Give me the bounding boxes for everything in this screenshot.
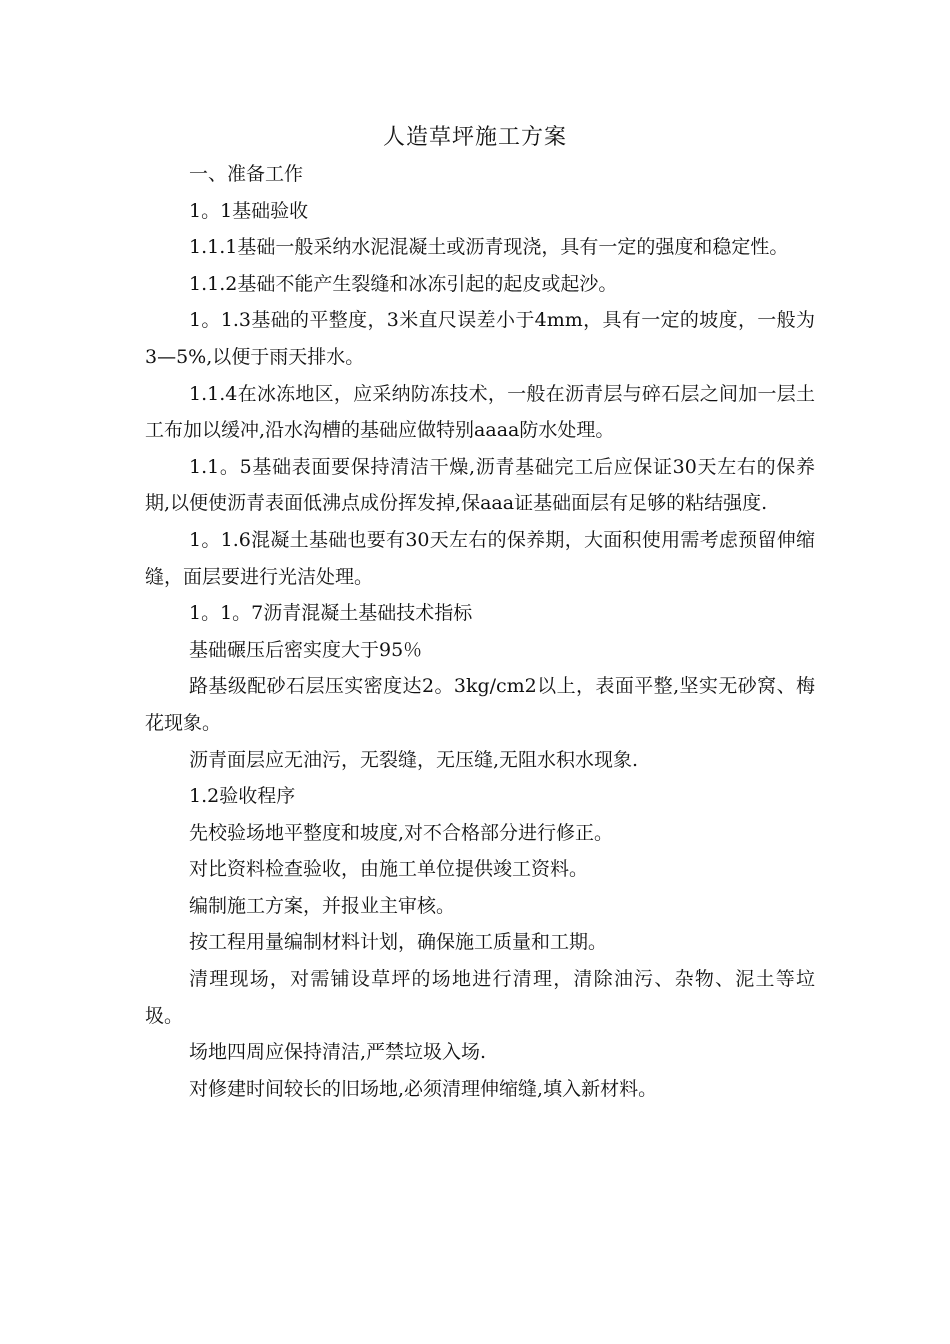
paragraph-1-1-5: 1.1。5基础表面要保持清洁干燥,沥青基础完工后应保证30天左右的保养期,以便使沥青表面低沸点成份挥发掉,保aaa证基础面层有足够的粘结强度. <box>145 455 815 515</box>
paragraph-1-1-4: 1.1.4在冰冻地区，应采纳防冻技术，一般在沥青层与碎石层之间加一层土工布加以缓冲,沿水沟槽的基础应做特别aaaa防水处理。 <box>145 382 815 442</box>
heading-preparation: 一、准备工作 <box>189 163 304 185</box>
paragraph-asphalt-surface: 沥青面层应无油污，无裂缝，无压缝,无阻水积水现象. <box>189 748 639 771</box>
paragraph-1-1-1: 1.1.1基础一般采纳水泥混凝土或沥青现浇，具有一定的强度和稳定性。 <box>189 236 789 259</box>
paragraph-1-1-2: 1.1.2基础不能产生裂缝和冰冻引起的起皮或起沙。 <box>189 272 618 295</box>
paragraph-compare-documents: 对比资料检查验收，由施工单位提供竣工资料。 <box>189 858 589 881</box>
paragraph-compaction: 基础碾压后密实度大于95％ <box>189 638 423 661</box>
paragraph-clean-site: 清理现场，对需铺设草坪的场地进行清理，清除油污、杂物、泥土等垃圾。 <box>145 968 815 1027</box>
paragraph-gravel-layer: 路基级配砂石层压实密度达2。3kg/cm2以上，表面平整,坚实无砂窝、梅花现象。 <box>145 675 815 734</box>
heading-1-1-7: 1。1。7沥青混凝土基础技术指标 <box>189 602 473 625</box>
paragraph-material-plan: 按工程用量编制材料计划，确保施工质量和工期。 <box>189 931 608 954</box>
document-title: 人造草坪施工方案 <box>382 125 567 150</box>
paragraph-construction-plan: 编制施工方案，并报业主审核。 <box>189 894 456 917</box>
paragraph-check-flatness: 先校验场地平整度和坡度,对不合格部分进行修正。 <box>189 821 614 844</box>
paragraph-1-1-3: 1。1.3基础的平整度，3米直尺误差小于4mm，具有一定的坡度，一般为3—5%,以便于雨天排水。 <box>145 309 815 368</box>
paragraph-1-1-6: 1。1.6混凝土基础也要有30天左右的保养期，大面积使用需考虑预留伸缩缝，面层要进行光洁处理。 <box>145 528 815 588</box>
paragraph-old-site-joints: 对修建时间较长的旧场地,必须清理伸缩缝,填入新材料。 <box>189 1077 658 1100</box>
paragraph-keep-clean: 场地四周应保持清洁,严禁垃圾入场. <box>189 1041 487 1064</box>
heading-foundation-acceptance: 1。1基础验收 <box>189 199 309 222</box>
document-body <box>145 156 815 1107</box>
heading-acceptance-procedure: 1.2验收程序 <box>189 785 296 808</box>
